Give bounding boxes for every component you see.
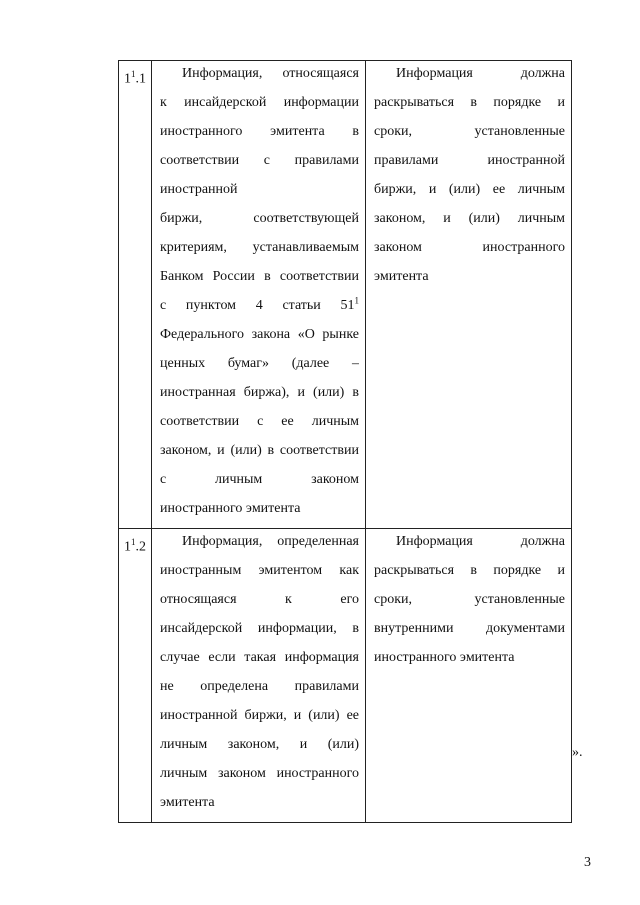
text-line: иностранного эмитента в	[160, 124, 359, 139]
text-line: Федерального закона «О рынке	[160, 327, 359, 342]
information-table	[118, 60, 572, 823]
text-line: личным законом иностранного	[160, 766, 359, 781]
text-line: с пунктом 4 статьи $51^1$	[160, 296, 359, 313]
text-line: ценных бумаг» (далее –	[160, 356, 359, 371]
text-line: сроки, установленные	[374, 124, 565, 139]
text-line: личным законом, и (или)	[160, 737, 359, 752]
row-number: $1^1.2$	[124, 537, 146, 555]
text-line: биржи, соответствующей	[160, 211, 359, 226]
row-number-cell	[119, 529, 152, 823]
table-row	[119, 529, 572, 823]
text-line: иностранного эмитента	[160, 501, 301, 516]
disclosure-procedure	[366, 529, 571, 677]
text-line: к инсайдерской информации	[160, 95, 359, 110]
text-line: Информация должна	[396, 534, 565, 549]
footnote-superscript: 1	[354, 296, 359, 306]
text-line: не определена правилами	[160, 679, 359, 694]
text-line: раскрываться в порядке и	[374, 563, 565, 578]
text-line: законом иностранного	[374, 240, 565, 255]
text-line: иностранного эмитента	[374, 650, 515, 665]
disclosure-procedure-cell	[366, 61, 572, 529]
text-line: Информация, определенная	[182, 534, 359, 549]
text-line: внутренними документами	[374, 621, 565, 636]
text-line: соответствии с ее личным	[160, 414, 359, 429]
row-number-cell	[119, 61, 152, 529]
row-number: $1^1.1$	[124, 69, 146, 87]
text-line: Информация, относящаяся	[182, 66, 359, 81]
text-line: критериям, устанавливаемым	[160, 240, 359, 255]
closing-quote: ».	[572, 745, 583, 760]
text-line: биржи, и (или) ее личным	[374, 182, 565, 197]
text-line: эмитента	[374, 269, 429, 284]
text-line: соответствии с правилами	[160, 153, 359, 168]
text-line: иностранным эмитентом как	[160, 563, 359, 578]
information-description	[152, 529, 365, 822]
text-line: законом, и (или) в соответствии	[160, 443, 359, 458]
disclosure-procedure	[366, 61, 571, 296]
text-line: с личным законом	[160, 472, 359, 487]
text-line: иностранной	[160, 182, 238, 197]
text-line: Банком России в соответствии	[160, 269, 359, 284]
information-description-cell	[152, 61, 366, 529]
table-row	[119, 61, 572, 529]
page-number: 3	[584, 855, 591, 870]
text-line: иностранная биржа), и (или) в	[160, 385, 359, 400]
disclosure-procedure-cell	[366, 529, 572, 823]
text-line: эмитента	[160, 795, 215, 810]
text-line: инсайдерской информации, в	[160, 621, 359, 636]
text-line: иностранной биржи, и (или) ее	[160, 708, 359, 723]
text-line: относящаяся к его	[160, 592, 359, 607]
text-line: законом, и (или) личным	[374, 211, 565, 226]
text-line: случае если такая информация	[160, 650, 359, 665]
information-description	[152, 61, 365, 528]
text-line: правилами иностранной	[374, 153, 565, 168]
text-line: Информация должна	[396, 66, 565, 81]
text-line: сроки, установленные	[374, 592, 565, 607]
text-line: раскрываться в порядке и	[374, 95, 565, 110]
information-description-cell	[152, 529, 366, 823]
